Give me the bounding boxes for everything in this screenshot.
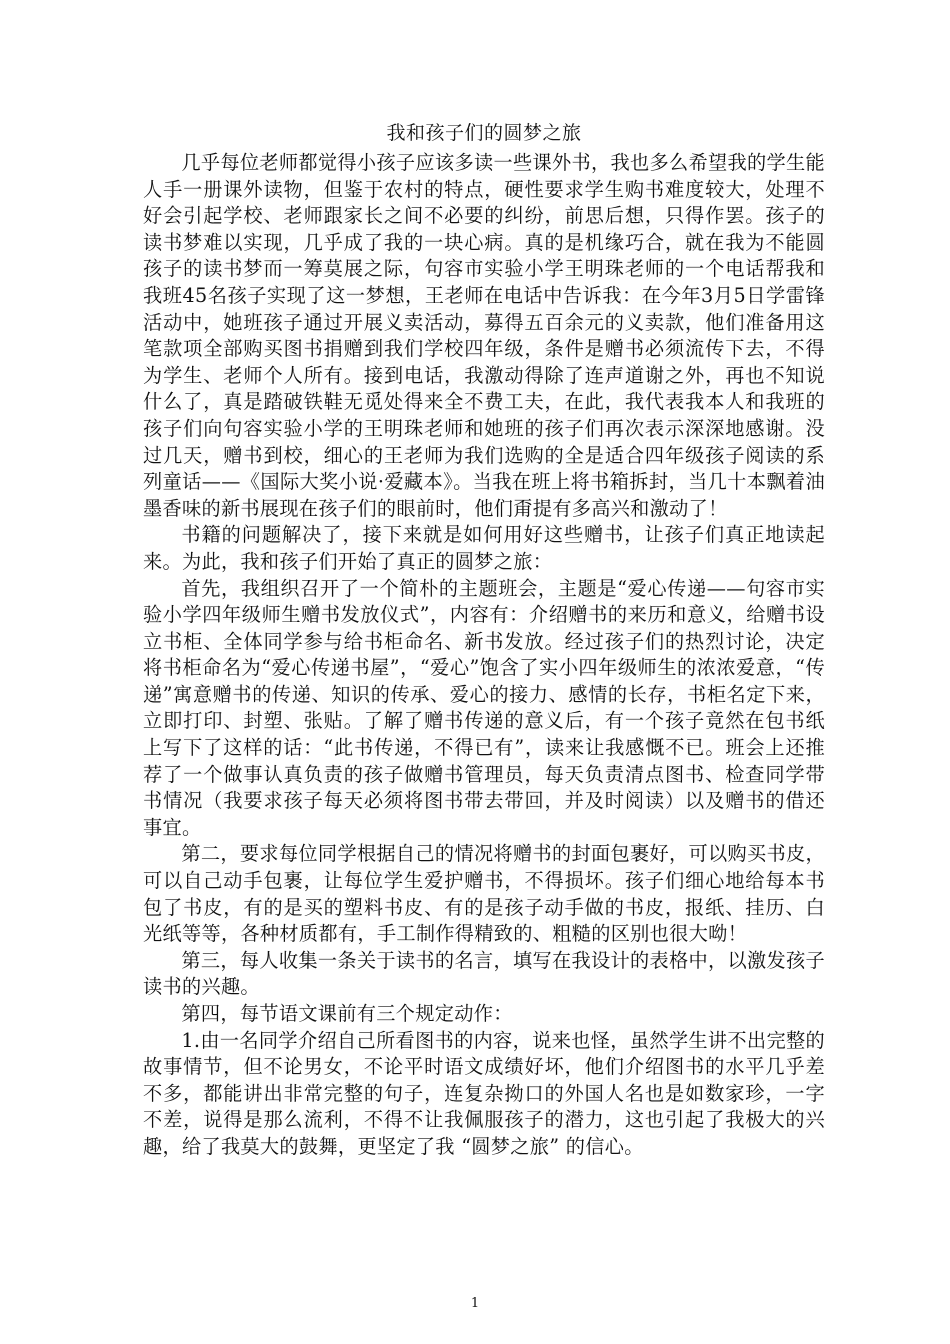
document-page (143, 116, 825, 1161)
paragraph-second-step: 第二，要求每位同学根据自己的情况将赠书的封面包裹好，可以购买书皮，可以自己动手包裹，让每位学生爱护赠书，不得损坏。孩子们细心地给每本书包了书皮，有的是买的塑料书皮、有的是孩子动手做的书皮，报纸、挂历、白光纸等等，各种材质都有，手工制作得精致的、粗糙的区别也很大呦！ (143, 842, 825, 946)
paragraph-transition: 书籍的问题解决了，接下来就是如何用好这些赠书，让孩子们真正地读起来。为此，我和孩子们开始了真正的圆梦之旅： (143, 523, 825, 573)
paragraph-intro: 几乎每位老师都觉得小孩子应该多读一些课外书，我也多么希望我的学生能人手一册课外读物，但鉴于农村的特点，硬性要求学生购书难度较大，处理不好会引起学校、老师跟家长之间不必要的纠纷，前思后想，只得作罢。孩子的读书梦难以实现，几乎成了我的一块心病。真的是机缘巧合，就在我为不能圆孩子的读书梦而一筹莫展之际，句容市实验小学王明珠老师的一个电话帮我和我班45名孩子实现了这一梦想，王老师在电话中告诉我：在今年3月5日学雷锋活动中，她班孩子通过开展义卖活动，募得五百余元的义卖款，他们准备用这笔款项全部购买图书捐赠到我们学校四年级，条件是赠书必须流传下去，不得为学生、老师个人所有。接到电话，我激动得除了连声道谢之外，再也不知说什么了，真是踏破铁鞋无觅处得来全不费工夫，在此，我代表我本人和我班的孩子们向句容实验小学的王明珠老师和她班的孩子们再次表示深深地感谢。没过几天，赠书到校，细心的王老师为我们选购的全是适合四年级孩子阅读的系列童话——《国际大奖小说·爱藏本》。当我在班上将书箱拆封，当几十本飘着油墨香味的新书展现在孩子们的眼前时，他们甭提有多高兴和激动了！ (143, 151, 825, 520)
paragraph-first-step: 首先，我组织召开了一个简朴的主题班会，主题是“爱心传递——句容市实验小学四年级师生赠书发放仪式”，内容有：介绍赠书的来历和意义，给赠书设立书柜、全体同学参与给书柜命名、新书发放。经过孩子们的热烈讨论，决定将书柜命名为“爱心传递书屋”，“爱心”饱含了实小四年级师生的浓浓爱意，“传递”寓意赠书的传递、知识的传承、爱心的接力、感情的长存，书柜名定下来，立即打印、封塑、张贴。了解了赠书传递的意义后，有一个孩子竟然在包书纸上写下了这样的话：“此书传递，不得已有”，读来让我感慨不已。班会上还推荐了一个做事认真负责的孩子做赠书管理员，每天负责清点图书、检查同学带书情况（我要求孩子每天必须将图书带去带回，并及时阅读）以及赠书的借还事宜。 (143, 576, 825, 839)
paragraph-fourth-step: 第四，每节语文课前有三个规定动作： (181, 1002, 513, 1025)
paragraph-fourth-step-item-1: 1.由一名同学介绍自己所看图书的内容，说来也怪，虽然学生讲不出完整的故事情节，但不论男女，不论平时语文成绩好坏，他们介绍图书的水平几乎差不多，都能讲出非常完整的句子，连复杂拗口的外国人名也是如数家珍，一字不差，说得是那么流利，不得不让我佩服孩子的潜力，这也引起了我极大的兴趣，给了我莫大的鼓舞，更坚定了我 “圆梦之旅” 的信心。 (143, 1028, 825, 1158)
paragraph-third-step: 第三，每人收集一条关于读书的名言，填写在我设计的表格中，以激发孩子读书的兴趣。 (143, 948, 825, 999)
page-number: 1 (470, 1296, 480, 1311)
document-title: 我和孩子们的圆梦之旅 (386, 122, 582, 144)
